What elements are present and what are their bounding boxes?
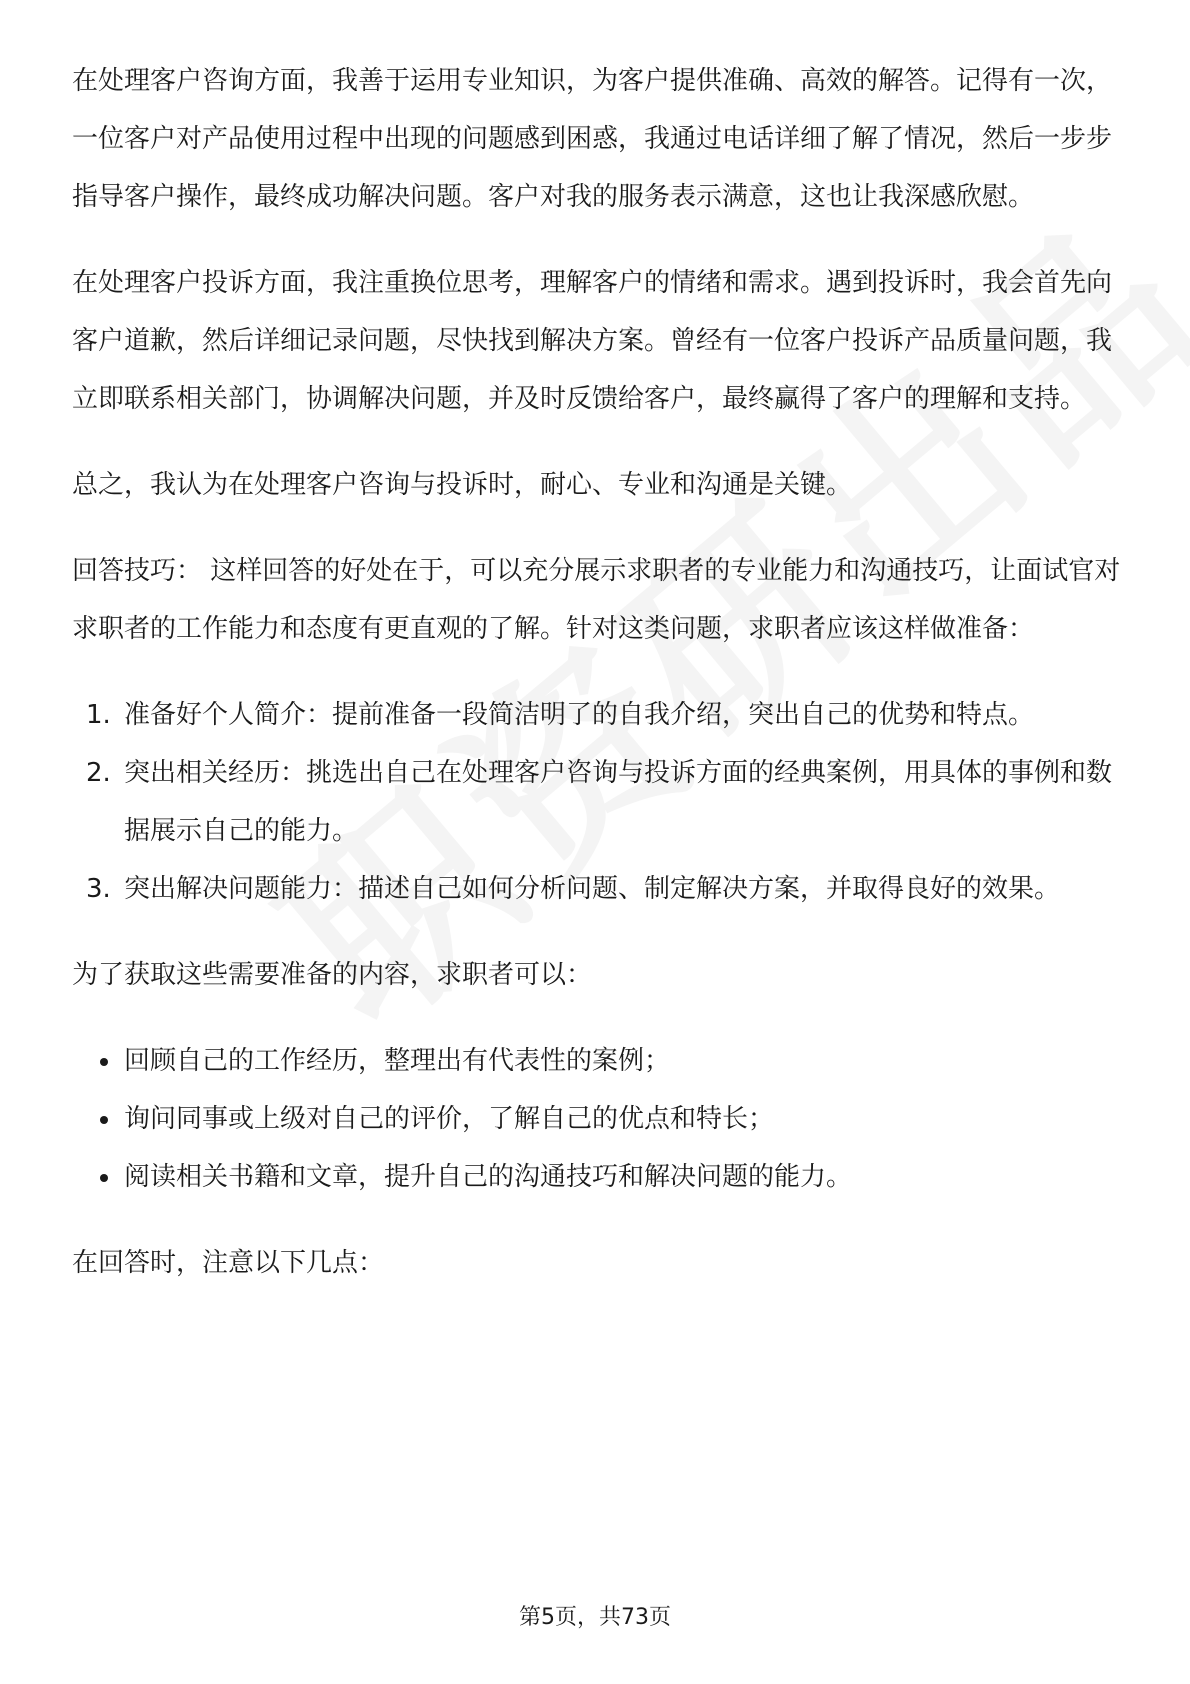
paragraph-bullets-intro: 为了获取这些需要准备的内容，求职者可以：	[72, 960, 593, 990]
list-item	[72, 1090, 1132, 1148]
list-item-text: 阅读相关书籍和文章，提升自己的沟通技巧和解决问题的能力。	[124, 1162, 853, 1192]
list-item	[72, 1032, 1132, 1090]
list-number: 3.	[86, 874, 111, 904]
preparation-list	[72, 686, 1132, 918]
list-item	[72, 744, 1132, 860]
bullet-icon	[100, 1174, 108, 1182]
list-number: 1.	[86, 700, 111, 730]
page-footer: 第5页，共73页	[519, 1605, 671, 1630]
list-item-text: 准备好个人简介：提前准备一段简洁明了的自我介绍，突出自己的优势和特点。	[124, 700, 1035, 730]
page-content	[72, 52, 1132, 1320]
bullet-icon	[100, 1058, 108, 1066]
list-number: 2.	[86, 758, 111, 788]
paragraph-summary: 总之，我认为在处理客户咨询与投诉时，耐心、专业和沟通是关键。	[72, 470, 853, 500]
list-item	[72, 860, 1132, 918]
bullet-list	[72, 1032, 1132, 1206]
list-item-text: 突出解决问题能力：描述自己如何分析问题、制定解决方案，并取得良好的效果。	[124, 874, 1061, 904]
bullet-icon	[100, 1116, 108, 1124]
list-item-text: 回顾自己的工作经历，整理出有代表性的案例；	[124, 1046, 671, 1076]
list-item	[72, 1148, 1132, 1206]
list-item-text: 突出相关经历：挑选出自己在处理客户咨询与投诉方面的经典案例，用具体的事例和数据展示自己的能力。	[124, 758, 1113, 846]
paragraph-consultation: 在处理客户咨询方面，我善于运用专业知识，为客户提供准确、高效的解答。记得有一次，一位客户对产品使用过程中出现的问题感到困惑，我通过电话详细了解了情况，然后一步步指导客户操作，最终成功解决问题。客户对我的服务表示满意，这也让我深感欣慰。	[72, 66, 1113, 212]
list-item	[72, 686, 1132, 744]
paragraph-closing: 在回答时，注意以下几点：	[72, 1248, 385, 1278]
list-item-text: 询问同事或上级对自己的评价，了解自己的优点和特长；	[124, 1104, 775, 1134]
paragraph-complaint: 在处理客户投诉方面，我注重换位思考，理解客户的情绪和需求。遇到投诉时，我会首先向客户道歉，然后详细记录问题，尽快找到解决方案。曾经有一位客户投诉产品质量问题，我立即联系相关部门，协调解决问题，并及时反馈给客户，最终赢得了客户的理解和支持。	[72, 268, 1113, 414]
paragraph-answer-tips: 回答技巧： 这样回答的好处在于，可以充分展示求职者的专业能力和沟通技巧，让面试官对求职者的工作能力和态度有更直观的了解。针对这类问题，求职者应该这样做准备：	[72, 556, 1121, 644]
